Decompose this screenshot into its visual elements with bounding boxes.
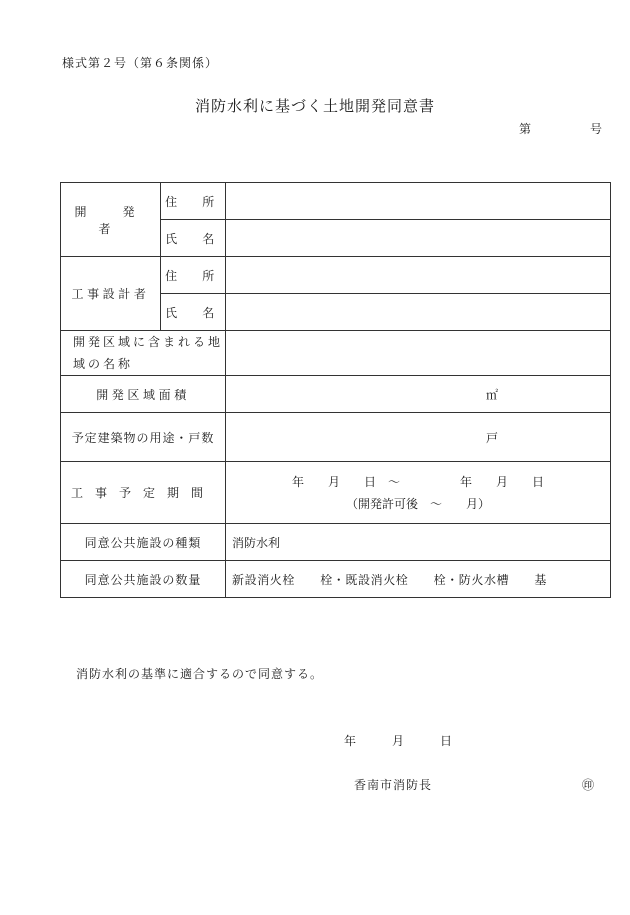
designer-address-label: 住 所 — [161, 257, 226, 294]
fire-chief-title: 香南市消防長 — [354, 778, 433, 792]
area-size-label: 開発区域面積 — [61, 376, 226, 413]
area-name-field[interactable] — [226, 331, 611, 376]
building-use-unit: 戸 — [485, 430, 498, 445]
designer-name-field[interactable] — [226, 294, 611, 331]
consent-form-table — [60, 182, 611, 598]
facility-quantity-label: 同意公共施設の数量 — [61, 561, 226, 598]
construction-period-field[interactable] — [226, 462, 611, 524]
developer-label: 開 発 者 — [61, 183, 161, 257]
developer-address-label: 住 所 — [161, 183, 226, 220]
period-after-permit: （開発許可後 ～ 月） — [345, 496, 490, 511]
area-size-unit: ㎡ — [485, 387, 498, 402]
consent-date: 年 月 日 — [344, 734, 453, 748]
area-name-label: 開発区域に含まれる地域の名称 — [61, 331, 226, 376]
building-use-label: 予定建築物の用途・戸数 — [61, 413, 226, 462]
period-dates: 年 月 日 ～ 年 月 日 — [291, 474, 544, 489]
document-number-prefix: 第 — [519, 122, 532, 136]
building-use-field[interactable] — [226, 413, 611, 462]
designer-address-field[interactable] — [226, 257, 611, 294]
document-title: 消防水利に基づく土地開発同意書 — [194, 97, 435, 115]
facility-quantity-field[interactable]: 新設消火栓 栓・既設消火栓 栓・防火水槽 基 — [226, 561, 611, 598]
designer-label: 工事設計者 — [61, 257, 161, 331]
consent-statement: 消防水利の基準に適合するので同意する。 — [76, 667, 324, 681]
document-number-suffix: 号 — [590, 122, 603, 136]
area-size-field[interactable] — [226, 376, 611, 413]
developer-name-label: 氏 名 — [161, 220, 226, 257]
facility-type-label: 同意公共施設の種類 — [61, 524, 226, 561]
developer-name-field[interactable] — [226, 220, 611, 257]
construction-period-label: 工事予定期間 — [61, 462, 226, 524]
seal-mark: ㊞ — [582, 778, 595, 792]
developer-address-field[interactable] — [226, 183, 611, 220]
form-number-label: 様式第２号（第６条関係） — [62, 56, 219, 70]
designer-name-label: 氏 名 — [161, 294, 226, 331]
facility-type-field[interactable]: 消防水利 — [226, 524, 611, 561]
